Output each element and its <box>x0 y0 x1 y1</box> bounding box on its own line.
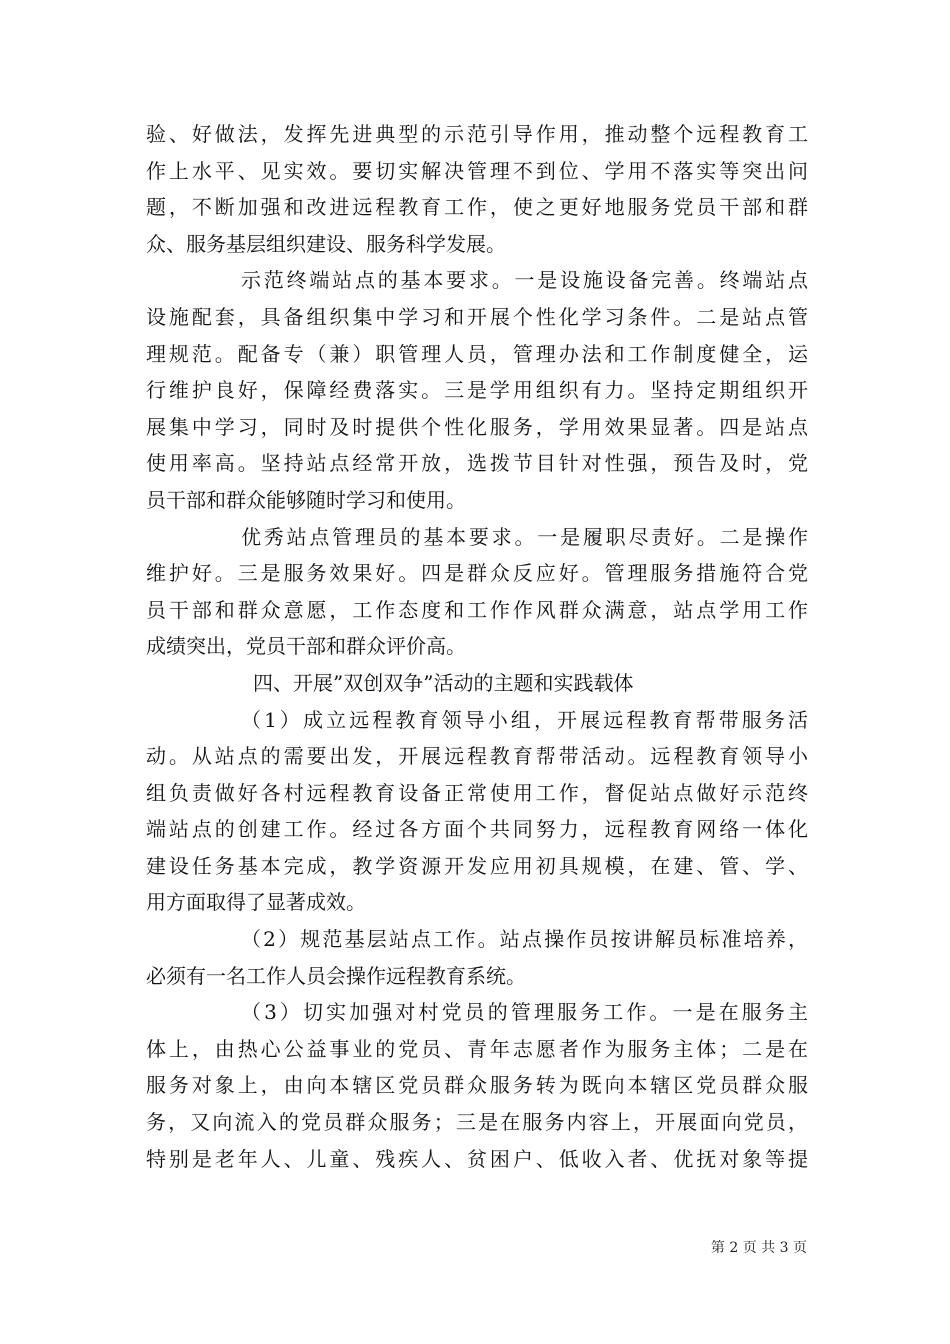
text-line: 员干部和群众意愿，工作态度和工作作风群众满意，站点学用工作 <box>146 597 808 622</box>
text-line: 理规范。配备专（兼）职管理人员，管理办法和工作制度健全，运 <box>146 341 808 366</box>
text-line: 使用率高。坚持站点经常开放，选拨节目针对性强，预告及时，党 <box>146 451 808 476</box>
section-heading: 四、开展”双创双争”活动的主题和实践载体 <box>253 670 634 695</box>
text-line: 组负责做好各村远程教育设备正常使用工作，督促站点做好示范终 <box>146 780 808 805</box>
text-line: 服务对象上，由向本辖区党员群众服务转为既向本辖区党员群众服 <box>146 1073 808 1098</box>
text-line: 验、好做法，发挥先进典型的示范引导作用，推动整个远程教育工 <box>146 122 808 146</box>
text-line: 行维护良好，保障经费落实。三是学用组织有力。坚持定期组织开 <box>146 378 808 403</box>
text-line: 成绩突出，党员干部和群众评价高。 <box>146 634 466 659</box>
text-line: 展集中学习，同时及时提供个性化服务，学用效果显著。四是站点 <box>146 414 808 439</box>
text-line: 特别是老年人、儿童、残疾人、贫困户、低收入者、优抚对象等提 <box>146 1146 808 1171</box>
text-line: 端站点的创建工作。经过各方面个共同努力，远程教育网络一体化 <box>146 817 808 842</box>
page-number-footer: 第 2 页 共 3 页 <box>710 1240 807 1256</box>
body-text <box>146 116 808 1177</box>
text-line: 维护好。三是服务效果好。四是群众反应好。管理服务措施符合党 <box>146 561 808 586</box>
text-line: 众、服务基层组织建设、服务科学发展。 <box>146 231 506 256</box>
paragraph-first-line: 示范终端站点的基本要求。一是设施设备完善。终端站点 <box>241 268 808 293</box>
text-line: 用方面取得了显著成效。 <box>146 890 366 915</box>
text-line: 必须有一名工作人员会操作远程教育系统。 <box>146 963 526 988</box>
text-line: 体上，由热心公益事业的党员、青年志愿者作为服务主体；二是在 <box>146 1036 808 1061</box>
text-line: 题，不断加强和改进远程教育工作，使之更好地服务党员干部和群 <box>146 195 808 220</box>
paragraph-first-line: （3）切实加强对村党员的管理服务工作。一是在服务主 <box>241 1000 808 1025</box>
text-line: 员干部和群众能够随时学习和使用。 <box>146 487 466 512</box>
text-line: 动。从站点的需要出发，开展远程教育帮带活动。远程教育领导小 <box>146 744 808 769</box>
text-line: 作上水平、见实效。要切实解决管理不到位、学用不落实等突出问 <box>146 158 808 183</box>
text-line: 务，又向流入的党员群众服务；三是在服务内容上，开展面向党员， <box>146 1110 808 1135</box>
paragraph-first-line: 优秀站点管理员的基本要求。一是履职尽责好。二是操作 <box>241 524 808 549</box>
paragraph-first-line: （2）规范基层站点工作。站点操作员按讲解员标准培养， <box>241 927 808 952</box>
text-line: 建设任务基本完成，教学资源开发应用初具规模，在建、管、学、 <box>146 853 808 878</box>
paragraph-first-line: （1）成立远程教育领导小组，开展远程教育帮带服务活 <box>241 707 808 732</box>
text-line: 设施配套，具备组织集中学习和开展个性化学习条件。二是站点管 <box>146 304 808 329</box>
